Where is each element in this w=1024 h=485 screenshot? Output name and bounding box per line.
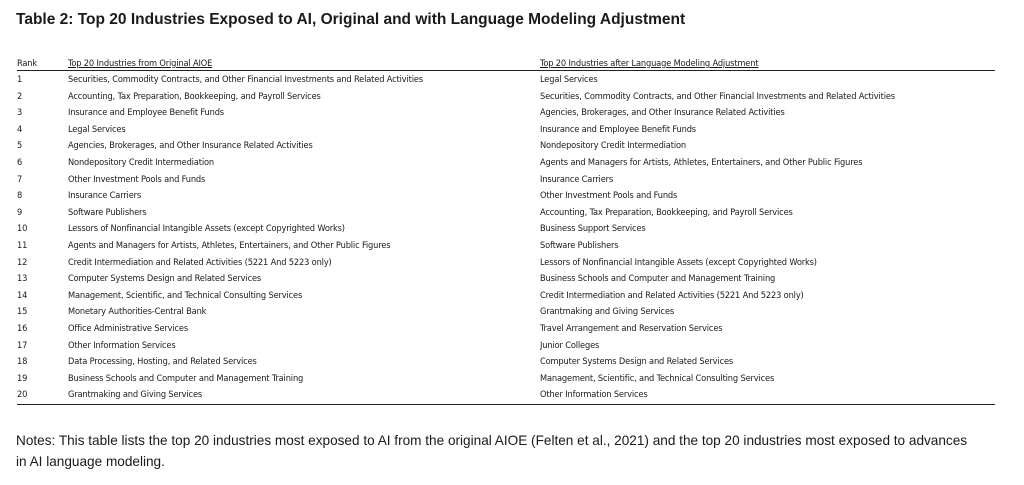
table-row (17, 221, 995, 238)
table-row (17, 138, 995, 155)
adjusted-industry-cell: Other Investment Pools and Funds (540, 190, 678, 202)
table-row (17, 172, 995, 189)
original-industry-cell: Management, Scientific, and Technical Consulting Services (68, 289, 303, 301)
rank-cell: 6 (17, 156, 23, 168)
adjusted-industry-cell: Management, Scientific, and Technical Consulting Services (540, 372, 775, 384)
rank-cell: 15 (17, 306, 28, 318)
table-row (17, 371, 995, 388)
rank-cell: 18 (17, 356, 28, 368)
header-rank: Rank (17, 58, 38, 69)
original-industry-cell: Other Information Services (68, 339, 176, 351)
table-header-row (17, 57, 995, 71)
adjusted-industry-cell: Business Schools and Computer and Management Training (540, 273, 776, 285)
table-body (17, 72, 995, 404)
industries-table (17, 57, 995, 405)
table-row (17, 238, 995, 255)
adjusted-industry-cell: Software Publishers (540, 239, 619, 251)
table-row (17, 188, 995, 205)
original-industry-cell: Accounting, Tax Preparation, Bookkeeping, and Payroll Services (68, 90, 321, 102)
original-industry-cell: Monetary Authorities-Central Bank (68, 306, 207, 318)
original-industry-cell: Office Administrative Services (68, 322, 188, 334)
rank-cell: 14 (17, 289, 28, 301)
table-row (17, 72, 995, 89)
adjusted-industry-cell: Travel Arrangement and Reservation Services (540, 322, 723, 334)
rank-cell: 12 (17, 256, 28, 268)
table-row (17, 387, 995, 404)
table-row (17, 255, 995, 272)
table-row (17, 89, 995, 106)
table-row (17, 354, 995, 371)
table-notes: Notes: This table lists the top 20 industries most exposed to AI from the original AIOE (Felten et al., 2021) and the top 20 industries most exposed to advances in AI language modeling. (16, 433, 968, 469)
table-row (17, 122, 995, 139)
original-industry-cell: Grantmaking and Giving Services (68, 389, 203, 401)
adjusted-industry-cell: Lessors of Nonfinancial Intangible Assets (except Copyrighted Works) (540, 256, 817, 268)
original-industry-cell: Software Publishers (68, 206, 147, 218)
rank-cell: 17 (17, 339, 28, 351)
original-industry-cell: Other Investment Pools and Funds (68, 173, 206, 185)
rank-cell: 7 (17, 173, 23, 185)
rank-cell: 3 (17, 107, 23, 119)
table-row (17, 321, 995, 338)
adjusted-industry-cell: Agents and Managers for Artists, Athletes, Entertainers, and Other Public Figures (540, 156, 863, 168)
original-industry-cell: Agencies, Brokerages, and Other Insurance Related Activities (68, 140, 313, 152)
original-industry-cell: Nondepository Credit Intermediation (68, 156, 214, 168)
original-industry-cell: Insurance and Employee Benefit Funds (68, 107, 224, 119)
adjusted-industry-cell: Insurance Carriers (540, 173, 614, 185)
original-industry-cell: Insurance Carriers (68, 190, 142, 202)
table-row (17, 105, 995, 122)
table-title: Table 2: Top 20 Industries Exposed to AI, Original and with Language Modeling Adjustment (16, 11, 686, 28)
adjusted-industry-cell: Agencies, Brokerages, and Other Insurance Related Activities (540, 107, 785, 119)
rank-cell: 20 (17, 389, 28, 401)
original-industry-cell: Legal Services (68, 123, 126, 135)
rank-cell: 19 (17, 372, 28, 384)
adjusted-industry-cell: Credit Intermediation and Related Activities (5221 And 5223 only) (540, 289, 804, 301)
adjusted-industry-cell: Other Information Services (540, 389, 648, 401)
rank-cell: 2 (17, 90, 23, 102)
rank-cell: 10 (17, 223, 28, 235)
original-industry-cell: Business Schools and Computer and Management Training (68, 372, 304, 384)
rank-cell: 5 (17, 140, 23, 152)
adjusted-industry-cell: Junior Colleges (540, 339, 600, 351)
table-row (17, 338, 995, 355)
header-language-adjusted: Top 20 Industries after Language Modeling Adjustment (540, 58, 759, 69)
original-industry-cell: Computer Systems Design and Related Services (68, 273, 262, 285)
header-original-aioe: Top 20 Industries from Original AIOE (68, 58, 213, 69)
adjusted-industry-cell: Business Support Services (540, 223, 646, 235)
original-industry-cell: Lessors of Nonfinancial Intangible Assets (except Copyrighted Works) (68, 223, 345, 235)
table-row (17, 271, 995, 288)
rank-cell: 13 (17, 273, 28, 285)
adjusted-industry-cell: Securities, Commodity Contracts, and Other Financial Investments and Related Activities (540, 90, 895, 102)
table-row (17, 304, 995, 321)
table-row (17, 205, 995, 222)
adjusted-industry-cell: Grantmaking and Giving Services (540, 306, 675, 318)
rank-cell: 9 (17, 206, 23, 218)
adjusted-industry-cell: Accounting, Tax Preparation, Bookkeeping, and Payroll Services (540, 206, 793, 218)
adjusted-industry-cell: Legal Services (540, 74, 598, 85)
rank-cell: 1 (17, 74, 23, 85)
table-row (17, 288, 995, 305)
adjusted-industry-cell: Computer Systems Design and Related Services (540, 356, 734, 368)
adjusted-industry-cell: Insurance and Employee Benefit Funds (540, 123, 696, 135)
rank-cell: 11 (17, 239, 28, 251)
original-industry-cell: Credit Intermediation and Related Activities (5221 And 5223 only) (68, 256, 332, 268)
rank-cell: 16 (17, 322, 28, 334)
original-industry-cell: Data Processing, Hosting, and Related Services (68, 356, 257, 368)
rank-cell: 4 (17, 123, 23, 135)
original-industry-cell: Agents and Managers for Artists, Athletes, Entertainers, and Other Public Figures (68, 239, 391, 251)
original-industry-cell: Securities, Commodity Contracts, and Other Financial Investments and Related Activities (68, 74, 423, 85)
table-bottom-rule (17, 404, 995, 405)
table-row (17, 155, 995, 172)
rank-cell: 8 (17, 190, 23, 202)
adjusted-industry-cell: Nondepository Credit Intermediation (540, 140, 686, 152)
